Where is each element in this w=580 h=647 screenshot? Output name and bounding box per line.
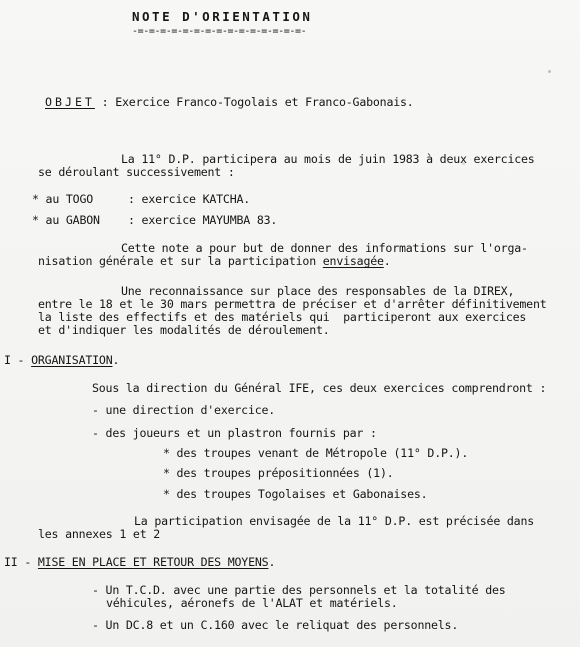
section-1-sub-bullet-3: * des troupes Togolaises et Gabonaises. [163, 487, 428, 501]
section-2-line-2: véhicules, aéronefs de l'ALAT et matériels. [106, 596, 398, 610]
bullet-gabon [32, 213, 278, 227]
bullet-togo-country: * au TOGO [32, 192, 94, 206]
section-1-title: ORGANISATION [31, 353, 113, 367]
section-2-title: MISE EN PLACE ET RETOUR DES MOYENS [37, 555, 269, 569]
intro-paragraph-1-line-2: se déroulant successivement : [38, 165, 235, 179]
intro-paragraph-3-line-1: Une reconnaissance sur place des responsables de la DIREX, [121, 284, 515, 298]
section-2-number: II - [4, 555, 38, 569]
intro-paragraph-2-line-2 [38, 255, 391, 268]
section-2-line-3: - Un DC.8 et un C.160 avec le reliquat des personnels. [92, 618, 459, 632]
section-2-line-1: - Un T.C.D. avec une partie des personnels et la totalité des [92, 583, 506, 597]
scan-speck [548, 70, 551, 73]
section-1-heading [4, 354, 119, 367]
document-title: NOTE D'ORIENTATION [132, 9, 313, 24]
bullet-togo-text: : exercice KATCHA. [128, 192, 251, 206]
objet-line [45, 96, 414, 109]
section-1-line-2: - une direction d'exercice. [92, 403, 276, 417]
intro-paragraph-3-line-4: et d'indiquer les modalités de déroulement. [38, 323, 330, 337]
title-underline-rule: -=-=-=-=-=-=-=-=-=-=-=-=-=-=-=- [132, 26, 307, 37]
intro-paragraph-1-line-1: La 11° D.P. participera au mois de juin 1983 à deux exercices [121, 152, 535, 166]
section-2-title-period: . [268, 555, 276, 569]
section-2-heading [4, 556, 275, 569]
section-1-line-7: La participation envisagée de la 11° D.P. est précisée dans [134, 514, 535, 528]
envisagee-underlined: envisagée [322, 254, 384, 268]
section-1-sub-bullet-1: * des troupes venant de Métropole (11° D.P.). [163, 446, 469, 460]
section-1-number: I - [4, 353, 32, 367]
intro-paragraph-2-period: . [383, 254, 391, 268]
section-1-line-1: Sous la direction du Général IFE, ces deux exercices comprendront : [92, 381, 547, 395]
section-1-line-8: les annexes 1 et 2 [38, 527, 161, 541]
section-1-line-3: - des joueurs et un plastron fournis par : [92, 426, 377, 440]
intro-paragraph-3-line-2: entre le 18 et le 30 mars permettra de préciser et d'arrêter définitivement [38, 297, 547, 311]
intro-paragraph-2-text: nisation générale et sur la participation [38, 254, 323, 268]
objet-label: OBJET [45, 95, 95, 109]
bullet-togo [32, 192, 251, 206]
intro-paragraph-2-line-1: Cette note a pour but de donner des informations sur l'orga- [121, 241, 528, 255]
bullet-gabon-country: * au GABON [32, 213, 100, 227]
scan-speck [462, 162, 465, 165]
bullet-gabon-text: : exercice MAYUMBA 83. [128, 213, 278, 227]
intro-paragraph-3-line-3: la liste des effectifs et des matériels qui participeront aux exercices [38, 310, 527, 324]
objet-text: : Exercice Franco-Togolais et Franco-Gabonais. [94, 95, 414, 109]
section-1-sub-bullet-2: * des troupes prépositionnées (1). [163, 466, 394, 480]
section-1-title-period: . [112, 353, 120, 367]
